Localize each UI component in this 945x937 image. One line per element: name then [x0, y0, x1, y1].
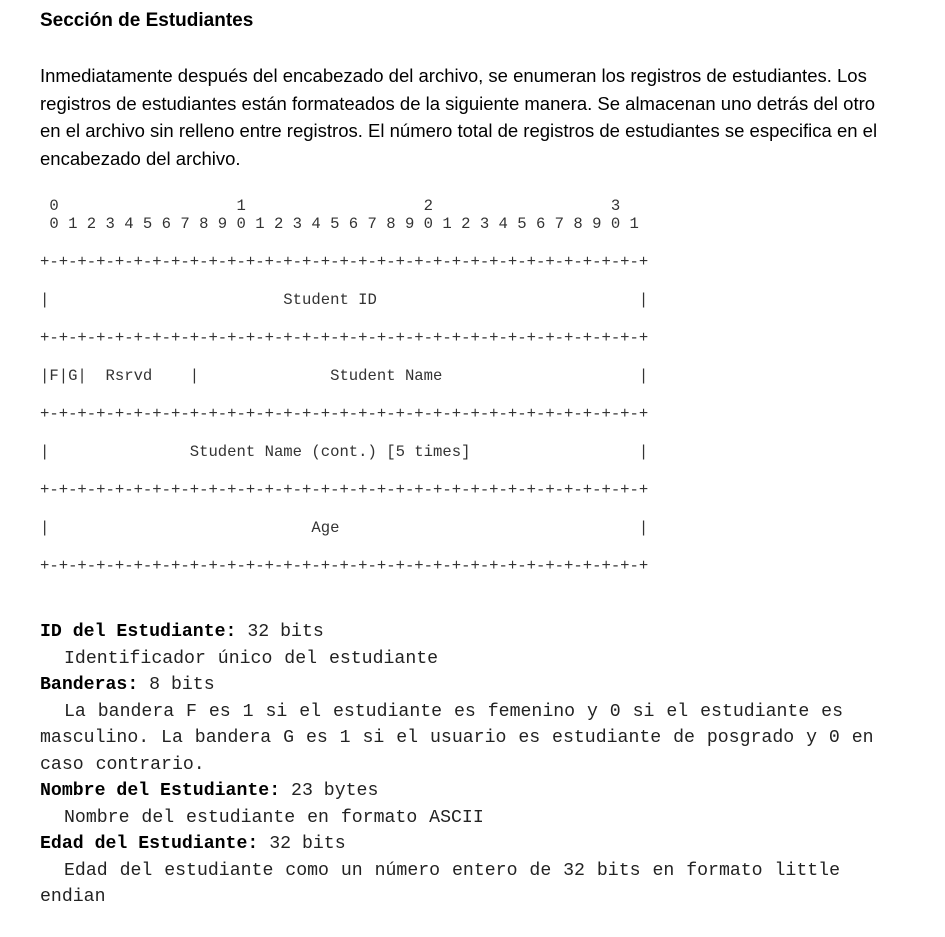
field-student-id: [40, 619, 900, 672]
row-student-id: | Student ID |: [40, 291, 649, 309]
field-name: Banderas:: [40, 675, 139, 695]
field-size: 32 bits: [258, 834, 346, 854]
field-description: Nombre del estudiante en formato ASCII: [64, 807, 484, 828]
bit-units-row: 0 1 2 3 4 5 6 7 8 9 0 1 2 3 4 5 6 7 8 9 0 1 2 3 4 5 6 7 8 9 0 1: [40, 215, 639, 233]
field-flags: [40, 672, 900, 778]
separator-line: +-+-+-+-+-+-+-+-+-+-+-+-+-+-+-+-+-+-+-+-+-+-+-+-+-+-+-+-+-+-+-+-+: [40, 329, 649, 347]
bit-tens-row: 0 1 2 3: [40, 197, 621, 215]
intro-paragraph: Inmediatamente después del encabezado del archivo, se enumeran los registros de estudiantes. Los registros de estudiantes están formateados de la siguiente manera. Se almacenan uno detrás del otro en el archivo sin relleno entre registros. El número total de registros de estudiantes se especifica en el encabezado del archivo.: [40, 65, 878, 169]
separator-line: +-+-+-+-+-+-+-+-+-+-+-+-+-+-+-+-+-+-+-+-+-+-+-+-+-+-+-+-+-+-+-+-+: [40, 557, 649, 575]
field-student-name: [40, 778, 900, 831]
field-student-age: [40, 831, 900, 911]
field-name: ID del Estudiante:: [40, 622, 237, 642]
separator-line: +-+-+-+-+-+-+-+-+-+-+-+-+-+-+-+-+-+-+-+-+-+-+-+-+-+-+-+-+-+-+-+-+: [40, 253, 649, 271]
field-description: Edad del estudiante como un número entero de 32 bits en formato little endian: [40, 860, 840, 907]
separator-line: +-+-+-+-+-+-+-+-+-+-+-+-+-+-+-+-+-+-+-+-+-+-+-+-+-+-+-+-+-+-+-+-+: [40, 405, 649, 423]
row-student-name: |F|G| Rsrvd | Student Name |: [40, 367, 649, 385]
field-name: Nombre del Estudiante:: [40, 781, 281, 801]
row-age: | Age |: [40, 519, 649, 537]
row-student-name-cont: | Student Name (cont.) [5 times] |: [40, 443, 649, 461]
record-layout-diagram: [40, 198, 740, 576]
field-descriptions: [40, 619, 900, 911]
field-description: La bandera F es 1 si el estudiante es femenino y 0 si el estudiante es masculino. La bandera G es 1 si el usuario es estudiante de posgrado y 0 en caso contrario.: [40, 701, 874, 775]
field-description: Identificador único del estudiante: [64, 648, 439, 669]
document: [40, 8, 920, 911]
field-size: 8 bits: [138, 675, 215, 695]
field-name: Edad del Estudiante:: [40, 834, 259, 854]
section-title: Sección de Estudiantes: [40, 10, 254, 31]
separator-line: +-+-+-+-+-+-+-+-+-+-+-+-+-+-+-+-+-+-+-+-+-+-+-+-+-+-+-+-+-+-+-+-+: [40, 481, 649, 499]
field-size: 32 bits: [236, 622, 324, 642]
field-size: 23 bytes: [280, 781, 379, 801]
